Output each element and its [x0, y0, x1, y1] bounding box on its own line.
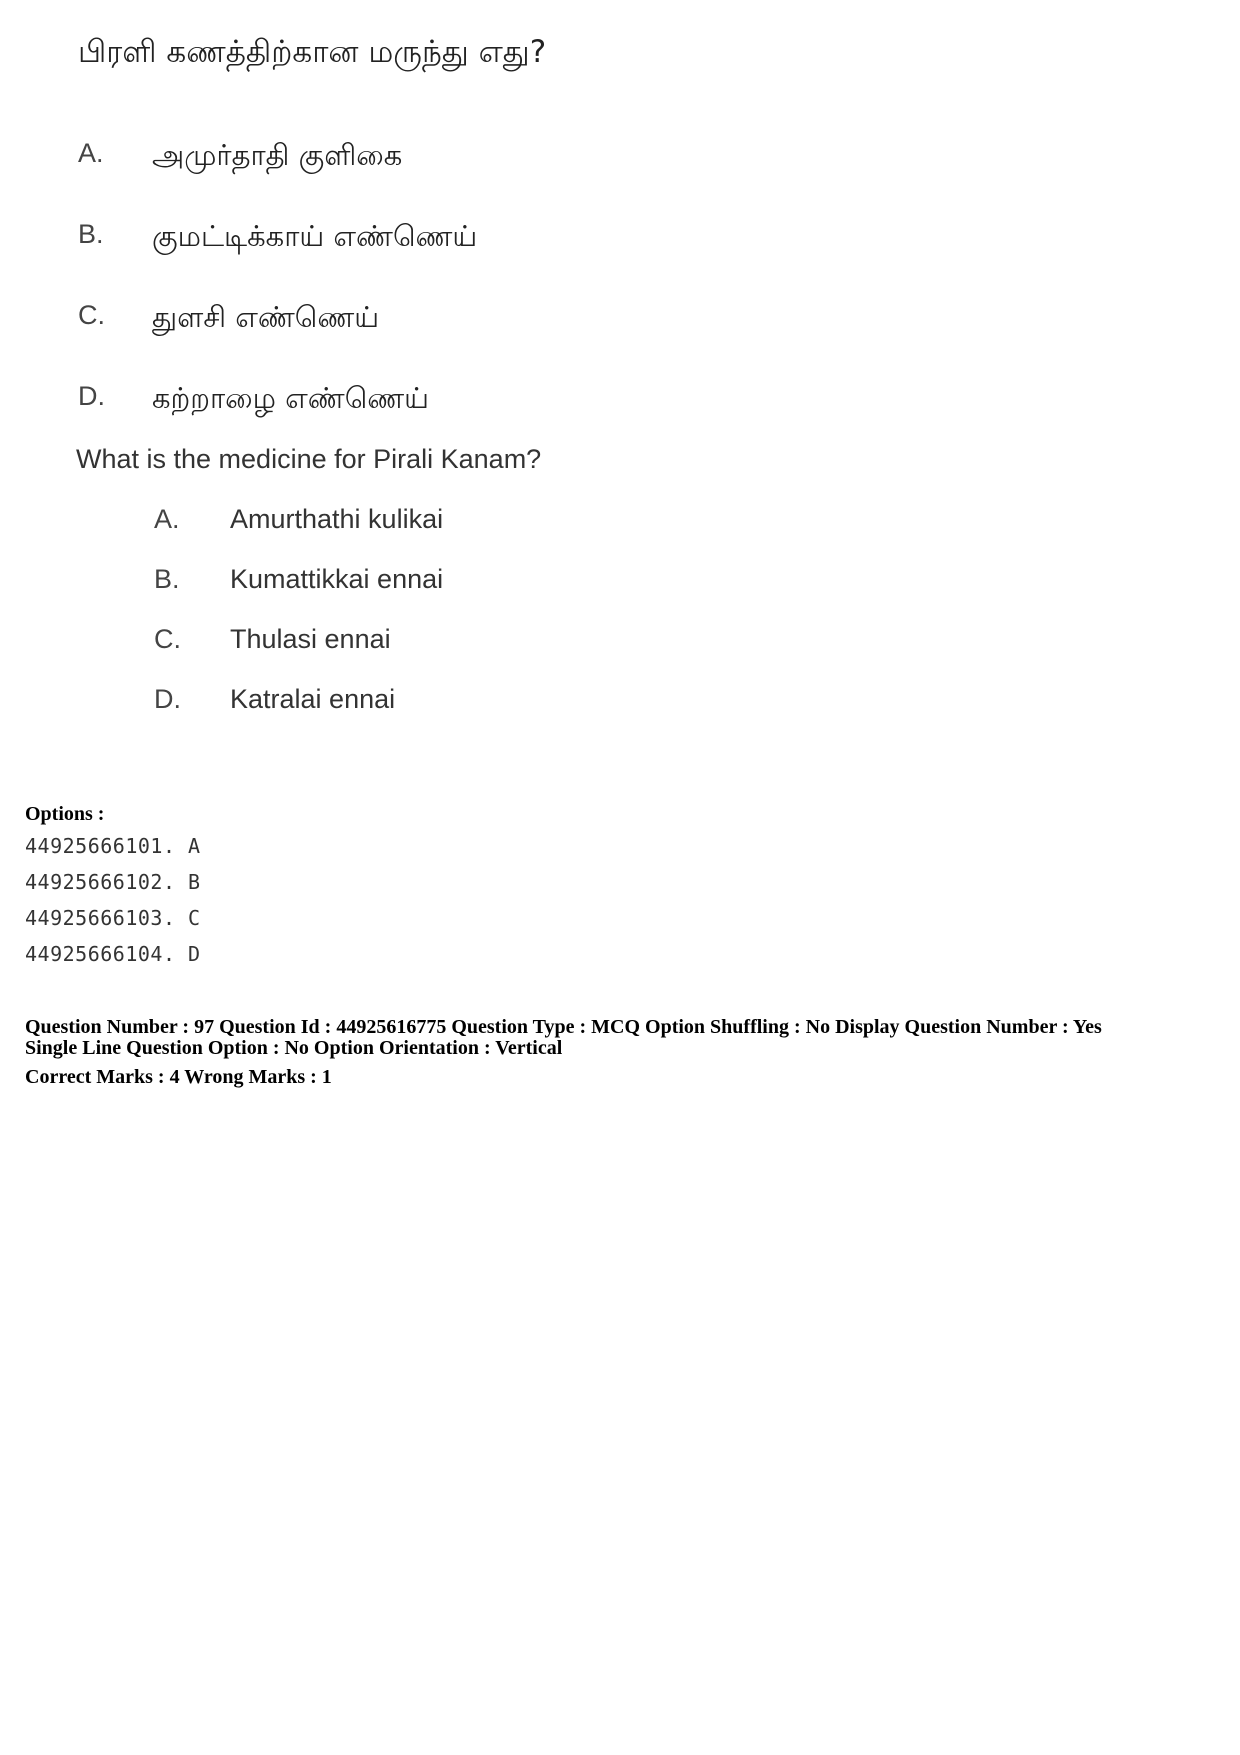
- option-letter: A.: [154, 504, 180, 534]
- option-text: Kumattikkai ennai: [230, 564, 444, 594]
- option-text: கற்றாழை எண்ணெய்: [152, 381, 430, 415]
- option-text: துளசி எண்ணெய்: [152, 300, 380, 334]
- option-code-a: 44925666101. A: [25, 834, 201, 858]
- option-text: Amurthathi kulikai: [230, 504, 444, 534]
- option-letter: A.: [78, 138, 104, 168]
- option-text: குமட்டிக்காய் எண்ணெய்: [152, 219, 478, 253]
- question-text-tamil: பிரளி கணத்திற்கான மருந்து எது?: [78, 34, 547, 70]
- question-text-english: What is the medicine for Pirali Kanam?: [76, 444, 542, 474]
- option-letter: C.: [154, 624, 181, 654]
- option-letter: D.: [78, 381, 105, 411]
- marks-line: Correct Marks : 4 Wrong Marks : 1: [25, 1066, 332, 1088]
- option-letter: B.: [78, 219, 104, 249]
- option-letter: B.: [154, 564, 180, 594]
- option-code-b: 44925666102. B: [25, 870, 201, 894]
- option-text: Katralai ennai: [230, 684, 396, 714]
- option-code-d: 44925666104. D: [25, 942, 201, 966]
- option-letter: C.: [78, 300, 105, 330]
- option-code-c: 44925666103. C: [25, 906, 201, 930]
- options-heading: Options :: [25, 803, 105, 825]
- option-text: அமுர்தாதி குளிகை: [152, 138, 403, 172]
- question-meta-line-1: Question Number : 97 Question Id : 44925616775 Question Type : MCQ Option Shuffling : No Display Question Number : Yes: [25, 1016, 1102, 1038]
- option-letter: D.: [154, 684, 181, 714]
- option-text: Thulasi ennai: [230, 624, 391, 654]
- question-meta-line-2: Single Line Question Option : No Option Orientation : Vertical: [25, 1037, 563, 1059]
- question-image: [70, 20, 770, 740]
